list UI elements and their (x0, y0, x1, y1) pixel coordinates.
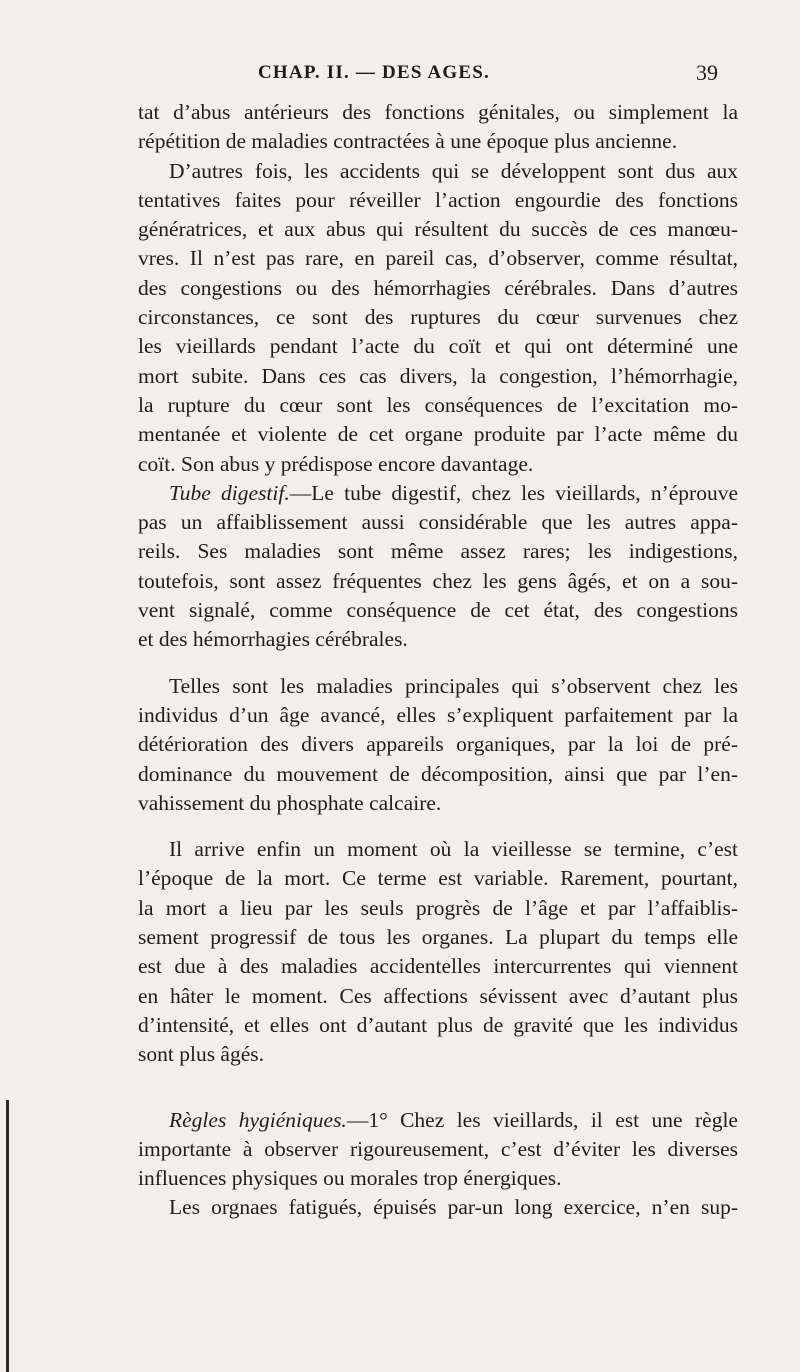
text-line: sont plus âgés. (138, 1042, 265, 1067)
text-line: dominance du mouvement de décomposition, ainsi que par l’en- (138, 761, 738, 786)
text-line: mort subite. Dans ces cas divers, la congestion, l’hémorrhagie, (138, 363, 738, 388)
paragraph (138, 98, 738, 157)
text-line: d’intensité, et elles ont d’autant plus de gravité que les individus (138, 1012, 738, 1037)
body-text (138, 98, 738, 1223)
paragraph (138, 1106, 738, 1194)
text-line: génératrices, et aux abus qui résultent du succès de ces manœu- (138, 217, 738, 242)
text-line: importante à observer rigoureusement, c’est d’éviter les diverses (138, 1136, 738, 1161)
text-line: toutefois, sont assez fréquentes chez les gens âgés, et on a sou- (138, 568, 738, 593)
running-head (0, 62, 800, 88)
text-line: tat d’abus antérieurs des fonctions génitales, ou simplement la (138, 100, 738, 124)
paragraph (138, 157, 738, 479)
paragraph (138, 672, 738, 818)
text-line: mentanée et violente de cet organe produite par l’acte même du (138, 422, 738, 447)
text-line: la rupture du cœur sont les conséquences de l’excitation mo- (138, 392, 738, 417)
text-line: sement progressif de tous les organes. La plupart du temps elle (138, 925, 738, 950)
text-line: tentatives faites pour réveiller l’action engourdie des fonctions (138, 187, 738, 212)
text-line: pas un affaiblissement aussi considérable que les autres appa- (138, 510, 738, 535)
text-line: et des hémorrhagies cérébrales. (138, 627, 408, 652)
text-run: —Le tube digestif, chez les vieillards, n’éprouve (289, 480, 738, 505)
text-line: Telles sont les maladies principales qui s’observent chez les (169, 673, 738, 698)
paragraph (138, 835, 738, 1069)
text-line: individus d’un âge avancé, elles s’expliquent parfaitement par la (138, 702, 738, 727)
text-line: détérioration des divers appareils organiques, par la loi de pré- (138, 732, 738, 757)
text-line: l’époque de la mort. Ce terme est variable. Rarement, pourtant, (138, 866, 738, 891)
text-line: Il arrive enfin un moment où la vieillesse se termine, c’est (169, 837, 738, 862)
text-line (138, 479, 738, 508)
text-line: vent signalé, comme conséquence de cet état, des congestions (138, 598, 738, 623)
text-line: répétition de maladies contractées à une époque plus ancienne. (138, 129, 678, 154)
text-line: reils. Ses maladies sont même assez rares; les indigestions, (138, 539, 738, 564)
paragraph (138, 1193, 738, 1222)
text-line: la mort a lieu par les seuls progrès de l’âge et par l’affaiblis- (138, 895, 738, 920)
text-line: D’autres fois, les accidents qui se développent sont dus aux (169, 158, 738, 183)
page-number: 39 (696, 60, 718, 85)
section-heading: Règles hygiéniques. (169, 1107, 347, 1132)
text-line: Les orgnaes fatigués, épuisés par-un long exercice, n’en sup- (169, 1195, 738, 1220)
running-title: CHAP. II. — DES AGES. (258, 62, 490, 83)
text-line: vres. Il n’est pas rare, en pareil cas, d’observer, comme résultat, (138, 246, 738, 271)
section-heading: Tube digestif. (169, 480, 290, 505)
page-edge-shadow (6, 1100, 9, 1372)
text-run: —1° Chez les vieillards, il est une règle (346, 1107, 738, 1132)
text-line (138, 1106, 738, 1135)
text-line: coït. Son abus y prédispose encore davantage. (138, 451, 534, 476)
text-line: circonstances, ce sont des ruptures du cœur survenues chez (138, 305, 738, 330)
text-line: influences physiques ou morales trop énergiques. (138, 1166, 562, 1191)
paragraph (138, 479, 738, 655)
text-line: vahissement du phosphate calcaire. (138, 790, 442, 815)
text-line: des congestions ou des hémorrhagies cérébrales. Dans d’autres (138, 275, 738, 300)
text-line: les vieillards pendant l’acte du coït et qui ont déterminé une (138, 334, 738, 359)
text-line: est due à des maladies accidentelles intercurrentes qui viennent (138, 954, 738, 979)
text-line: en hâter le moment. Ces affections sévissent avec d’autant plus (138, 983, 738, 1008)
